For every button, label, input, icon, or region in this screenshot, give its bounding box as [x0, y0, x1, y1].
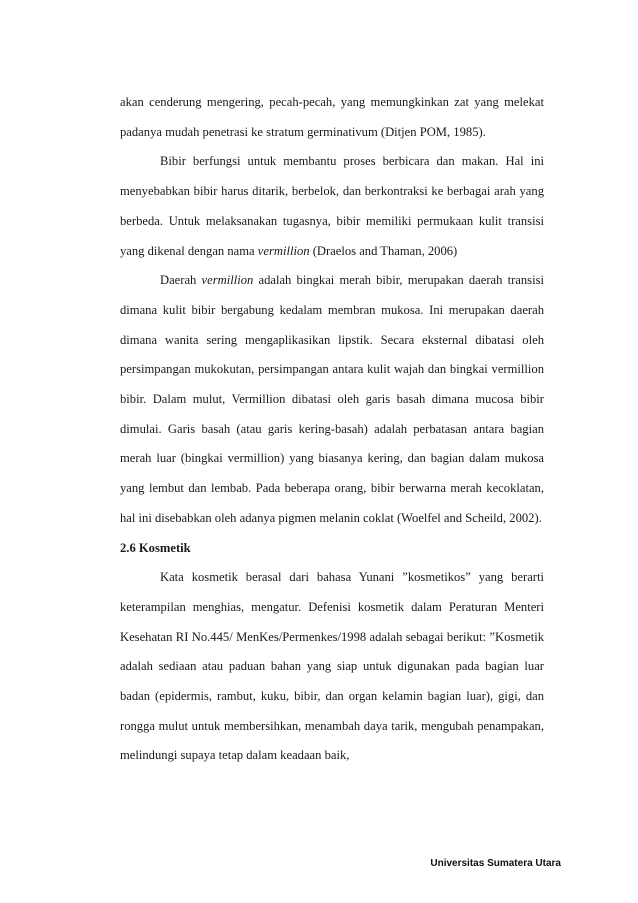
paragraph-kosmetik-definition: Kata kosmetik berasal dari bahasa Yunani ”kosmetikos” yang berarti keterampilan menghias, mengatur. Defenisi kosmetik dalam Peraturan Menteri Kesehatan RI No.445/ MenKes/Permenkes/1998 adalah sebagai berikut: ”Kosmetik adalah sediaan atau paduan bahan yang siap untuk digunakan pada bagian luar badan (epidermis, rambut, kuku, bibir, dan organ kelamin bagian luar), gigi, dan rongga mulut untuk membersihkan, menambah daya tarik, mengubah penampakan, melindungi supaya tetap dalam keadaan baik,: [120, 570, 544, 763]
italic-term-vermillion: vermillion: [201, 273, 254, 288]
footer-institution: Universitas Sumatera Utara: [430, 858, 561, 869]
citation-text: (Draelos and Thaman, 2006): [309, 243, 458, 258]
paragraph-text: adalah bingkai merah bibir, merupakan daerah transisi dimana kulit bibir bergabung kedalam membran mukosa. Ini merupakan daerah dimana wanita sering mengaplikasikan lipstik. Secara eksternal dibatasi oleh persimpangan mukokutan, persimpangan antara kulit wajah dan bingkai vermillion bibir. Dalam mulut, Vermillion dibatasi oleh garis basah dimana mucosa bibir dimulai. Garis basah (atau garis kering-basah) adalah perbatasan antara bagian merah luar (bingkai vermillion) yang biasanya kering, dan bagian dalam mukosa yang lembut dan lembab. Pada beberapa orang, bibir berwarna merah kecoklatan, hal ini disebabkan oleh adanya pigmen melanin coklat (Woelfel and Scheild, 2002).: [120, 273, 544, 525]
paragraph-bibir-function: [120, 147, 544, 266]
section-heading: 2.6 Kosmetik: [120, 540, 191, 555]
body-text: [120, 88, 544, 771]
paragraph-continuation: akan cenderung mengering, pecah-pecah, yang memungkinkan zat yang melekat padanya mudah penetrasi ke stratum germinativum (Ditjen POM, 1985).: [120, 95, 544, 139]
paragraph-text: Bibir berfungsi untuk membantu proses berbicara dan makan. Hal ini menyebabkan bibir harus ditarik, berbelok, dan berkontraksi ke berbagai arah yang berbeda. Untuk melaksanakan tugasnya, bibir memiliki permukaan kulit transisi yang dikenal dengan nama: [120, 154, 544, 258]
italic-term-vermillion: vermillion: [257, 243, 310, 258]
paragraph-vermillion-definition: [120, 266, 544, 533]
paragraph-text: Daerah: [160, 273, 202, 288]
